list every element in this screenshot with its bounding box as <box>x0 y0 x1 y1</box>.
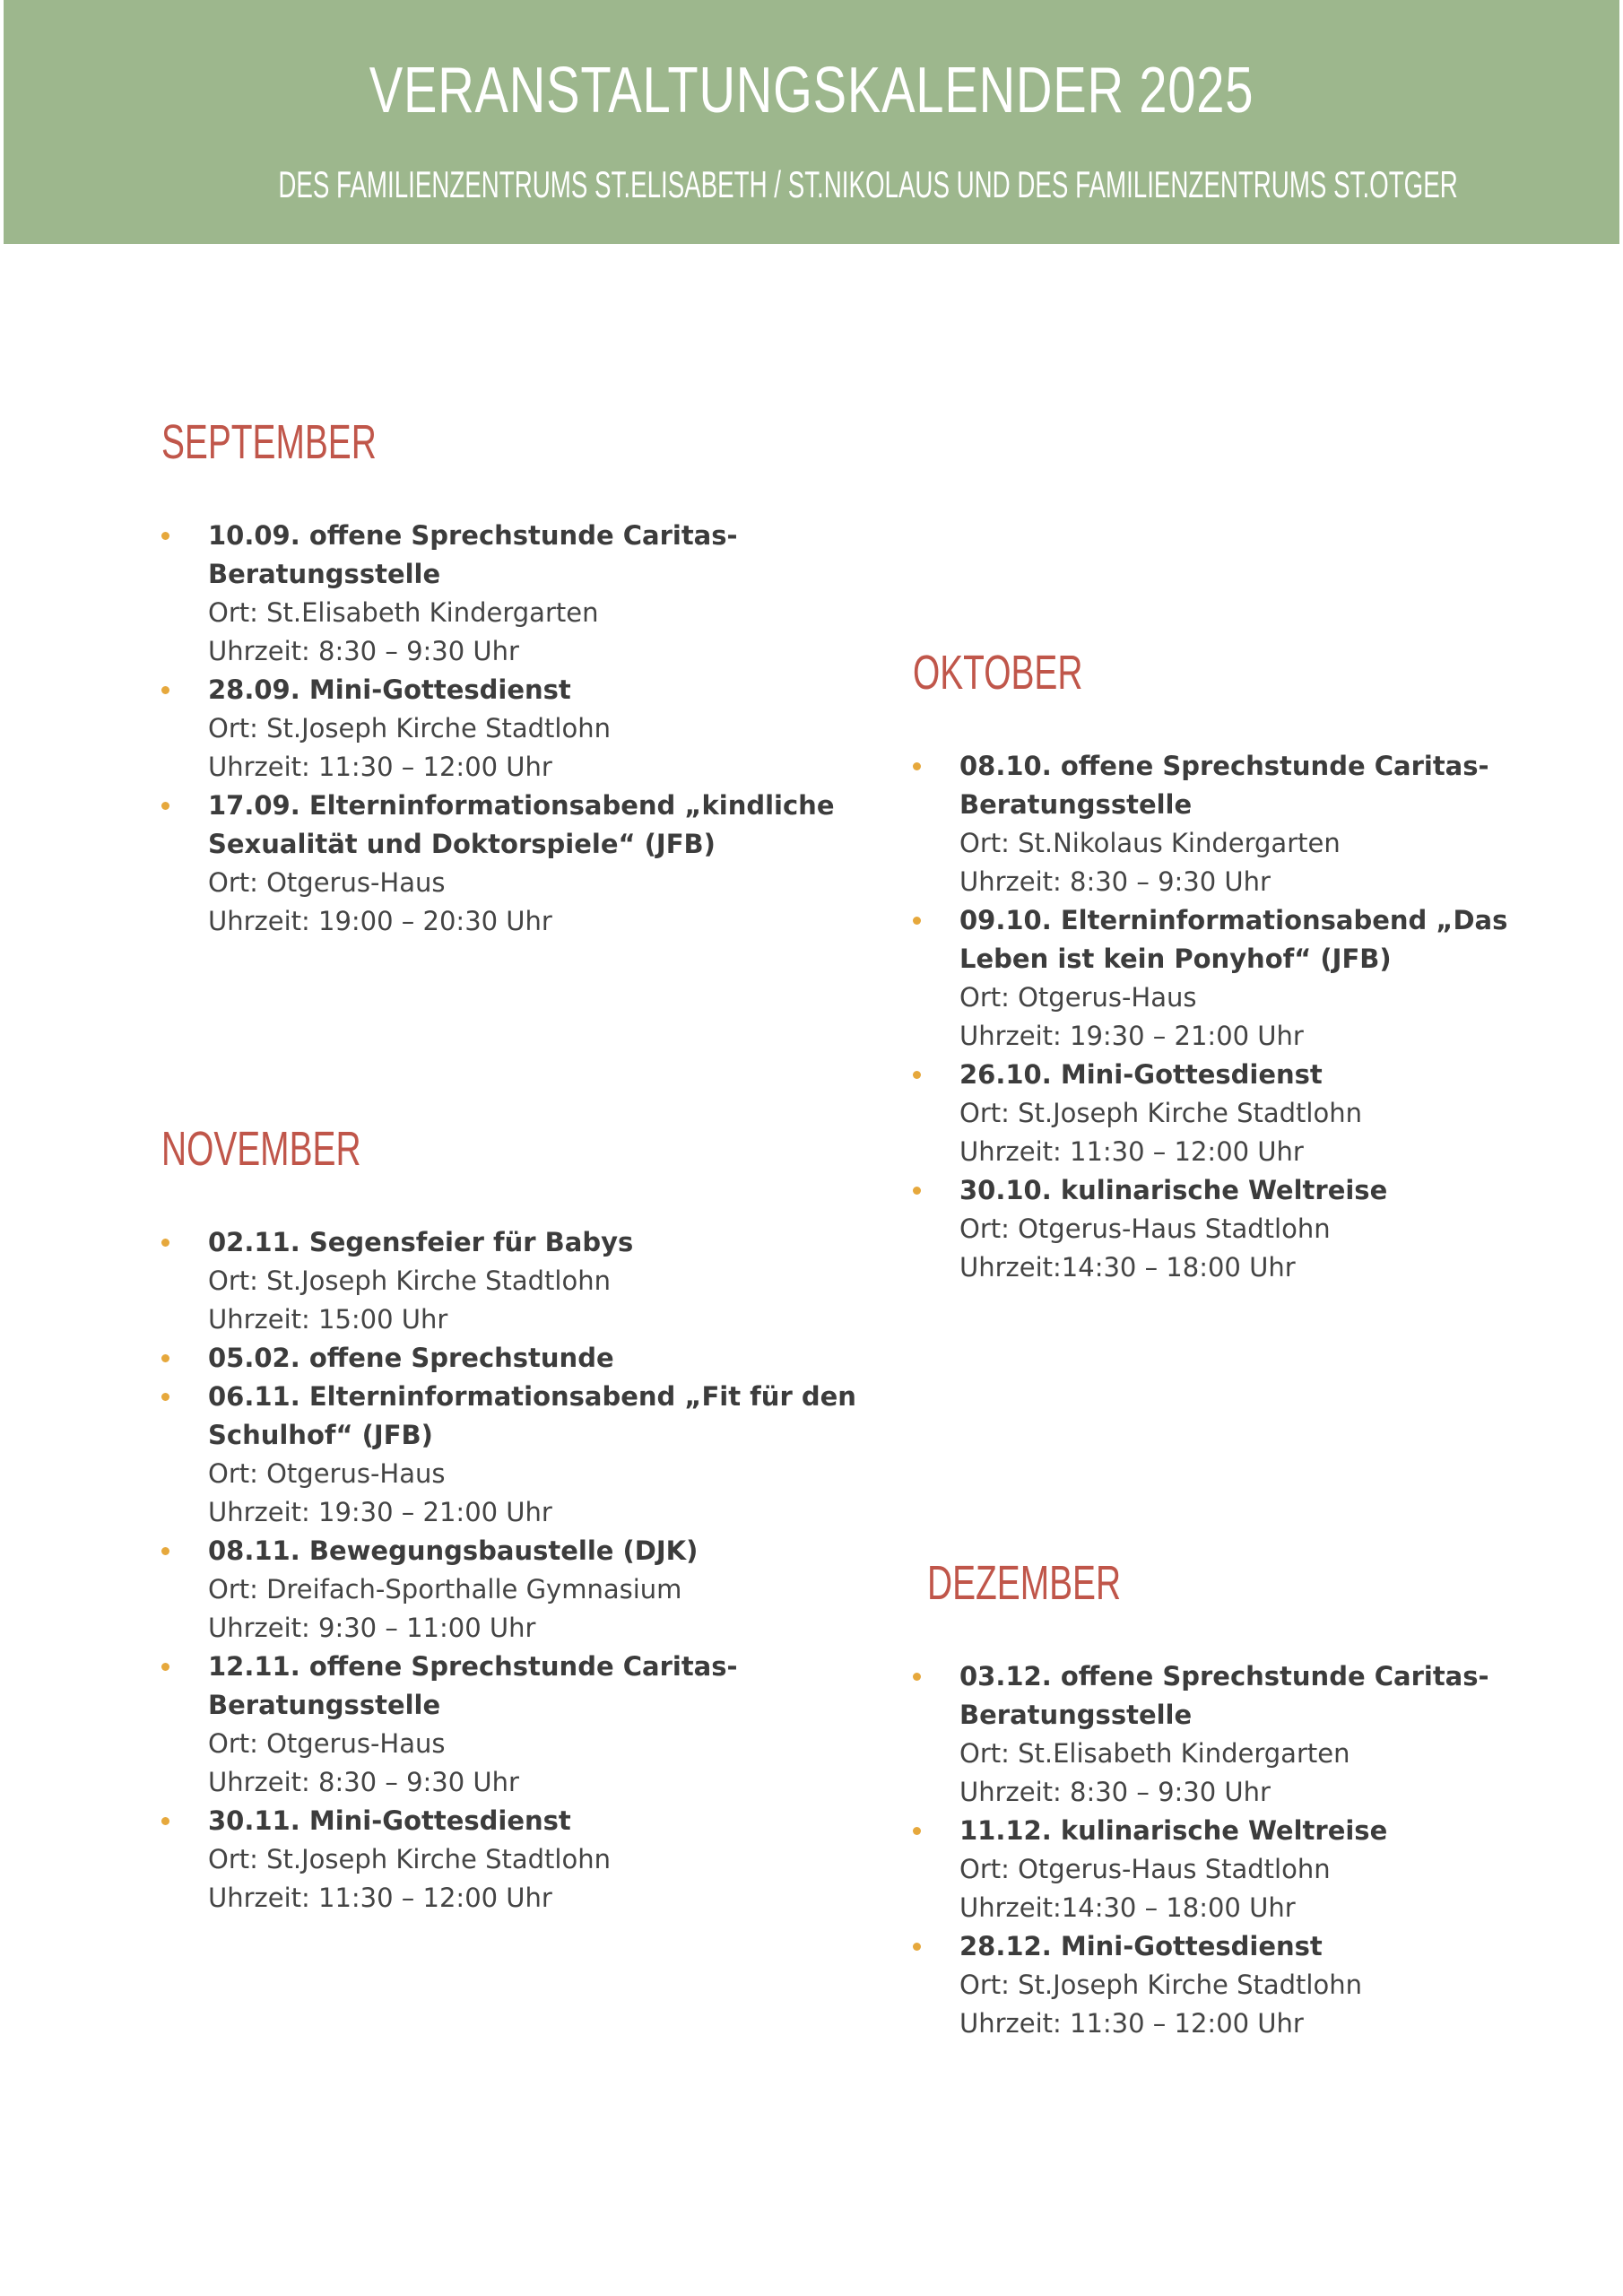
event-time: Uhrzeit: 11:30 – 12:00 Uhr <box>959 2008 1304 2039</box>
bullet-icon <box>161 1663 169 1671</box>
event-item <box>161 517 835 671</box>
event-location: Ort: St.Joseph Kirche Stadtlohn <box>959 1970 1362 2000</box>
event-time: Uhrzeit:14:30 – 18:00 Uhr <box>959 1252 1296 1283</box>
event-location: Ort: St.Nikolaus Kindergarten <box>959 828 1341 858</box>
event-item <box>161 1378 856 1532</box>
event-time: Uhrzeit: 11:30 – 12:00 Uhr <box>208 752 552 782</box>
bullet-icon <box>913 1187 921 1195</box>
event-list-november <box>161 1223 856 1918</box>
event-item <box>161 1223 856 1339</box>
bullet-icon <box>913 917 921 925</box>
event-item <box>161 1802 856 1918</box>
event-time: Uhrzeit: 8:30 – 9:30 Uhr <box>959 866 1271 897</box>
event-location: Ort: Otgerus-Haus <box>208 1458 446 1489</box>
event-list-dezember <box>913 1657 1489 2043</box>
event-title: 30.10. kulinarische Weltreise <box>959 1175 1388 1205</box>
header-banner <box>4 0 1619 244</box>
month-title-september: SEPTEMBER <box>161 415 377 469</box>
bullet-icon <box>161 1393 169 1401</box>
event-title: 09.10. Elterninformationsabend „Das <box>959 905 1508 935</box>
event-location: Ort: St.Joseph Kirche Stadtlohn <box>208 1844 611 1874</box>
event-title: 17.09. Elterninformationsabend „kindliche <box>208 790 835 821</box>
bullet-icon <box>161 1239 169 1247</box>
event-location: Ort: Otgerus-Haus Stadtlohn <box>959 1854 1331 1884</box>
bullet-icon <box>913 1943 921 1951</box>
event-time: Uhrzeit:14:30 – 18:00 Uhr <box>959 1892 1296 1923</box>
event-title: Sexualität und Doktorspiele“ (JFB) <box>208 829 716 859</box>
event-item <box>913 1056 1507 1171</box>
bullet-icon <box>161 686 169 694</box>
event-item <box>161 1532 856 1648</box>
event-time: Uhrzeit: 19:30 – 21:00 Uhr <box>959 1021 1304 1051</box>
event-location: Ort: Dreifach-Sporthalle Gymnasium <box>208 1574 682 1605</box>
event-item <box>161 787 835 941</box>
event-title: Leben ist kein Ponyhof“ (JFB) <box>959 944 1392 974</box>
event-title: 10.09. offene Sprechstunde Caritas- <box>208 520 738 551</box>
event-title: Beratungsstelle <box>208 1690 441 1720</box>
event-time: Uhrzeit: 19:00 – 20:30 Uhr <box>208 906 552 936</box>
event-title: 08.10. offene Sprechstunde Caritas- <box>959 751 1489 781</box>
event-location: Ort: St.Joseph Kirche Stadtlohn <box>208 1265 611 1296</box>
event-time: Uhrzeit: 11:30 – 12:00 Uhr <box>208 1883 552 1913</box>
event-time: Uhrzeit: 19:30 – 21:00 Uhr <box>208 1497 552 1527</box>
event-title: 12.11. offene Sprechstunde Caritas- <box>208 1651 738 1682</box>
event-location: Ort: Otgerus-Haus Stadtlohn <box>959 1213 1331 1244</box>
event-list-oktober <box>913 747 1507 1287</box>
page-subtitle: DES FAMILIENZENTRUMS ST.ELISABETH / ST.NIKOLAUS UND DES FAMILIENZENTRUMS ST.OTGER <box>278 163 1458 205</box>
event-title: 02.11. Segensfeier für Babys <box>208 1227 634 1257</box>
event-title: Schulhof“ (JFB) <box>208 1420 433 1450</box>
month-section-september <box>161 411 835 941</box>
event-item <box>913 1812 1489 1927</box>
event-title: 03.12. offene Sprechstunde Caritas- <box>959 1661 1489 1692</box>
event-time: Uhrzeit: 11:30 – 12:00 Uhr <box>959 1136 1304 1167</box>
event-item <box>161 1339 856 1378</box>
bullet-icon <box>161 802 169 810</box>
event-time: Uhrzeit: 8:30 – 9:30 Uhr <box>208 1767 519 1797</box>
event-location: Ort: St.Elisabeth Kindergarten <box>208 597 599 628</box>
event-title: 11.12. kulinarische Weltreise <box>959 1815 1388 1846</box>
event-title: 06.11. Elterninformationsabend „Fit für den <box>208 1381 856 1412</box>
month-title-november: NOVEMBER <box>161 1122 361 1176</box>
event-time: Uhrzeit: 15:00 Uhr <box>208 1304 448 1335</box>
month-title-oktober: OKTOBER <box>913 646 1083 700</box>
event-location: Ort: St.Joseph Kirche Stadtlohn <box>959 1098 1362 1128</box>
event-location: Ort: Otgerus-Haus <box>208 1728 446 1759</box>
page-title: VERANSTALTUNGSKALENDER 2025 <box>369 55 1254 126</box>
month-section-dezember <box>927 1552 1489 2043</box>
event-title: Beratungsstelle <box>959 789 1193 820</box>
bullet-icon <box>913 1673 921 1681</box>
bullet-icon <box>913 762 921 770</box>
bullet-icon <box>161 1817 169 1825</box>
event-title: 05.02. offene Sprechstunde <box>208 1343 614 1373</box>
month-section-november <box>161 1118 856 1918</box>
event-time: Uhrzeit: 9:30 – 11:00 Uhr <box>208 1613 536 1643</box>
event-location: Ort: St.Elisabeth Kindergarten <box>959 1738 1350 1769</box>
event-title: 30.11. Mini-Gottesdienst <box>208 1805 571 1836</box>
event-title: 26.10. Mini-Gottesdienst <box>959 1059 1323 1090</box>
event-list-september <box>161 517 835 941</box>
event-item <box>913 1171 1507 1287</box>
event-time: Uhrzeit: 8:30 – 9:30 Uhr <box>959 1777 1271 1807</box>
event-item <box>913 901 1507 1056</box>
bullet-icon <box>913 1071 921 1079</box>
event-location: Ort: Otgerus-Haus <box>959 982 1197 1013</box>
event-item <box>913 747 1507 901</box>
event-time: Uhrzeit: 8:30 – 9:30 Uhr <box>208 636 519 666</box>
bullet-icon <box>161 1354 169 1362</box>
bullet-icon <box>161 1547 169 1555</box>
bullet-icon <box>913 1827 921 1835</box>
event-item <box>913 1657 1489 1812</box>
event-location: Ort: St.Joseph Kirche Stadtlohn <box>208 713 611 744</box>
event-title: Beratungsstelle <box>959 1700 1193 1730</box>
event-location: Ort: Otgerus-Haus <box>208 867 446 898</box>
event-title: 28.09. Mini-Gottesdienst <box>208 674 571 705</box>
event-item <box>161 1648 856 1802</box>
bullet-icon <box>161 532 169 540</box>
event-title: 28.12. Mini-Gottesdienst <box>959 1931 1323 1961</box>
event-title: 08.11. Bewegungsbaustelle (DJK) <box>208 1535 699 1566</box>
event-title: Beratungsstelle <box>208 559 441 589</box>
month-title-dezember: DEZEMBER <box>927 1556 1122 1610</box>
event-item <box>913 1927 1489 2043</box>
month-section-oktober <box>913 641 1507 1287</box>
event-item <box>161 671 835 787</box>
